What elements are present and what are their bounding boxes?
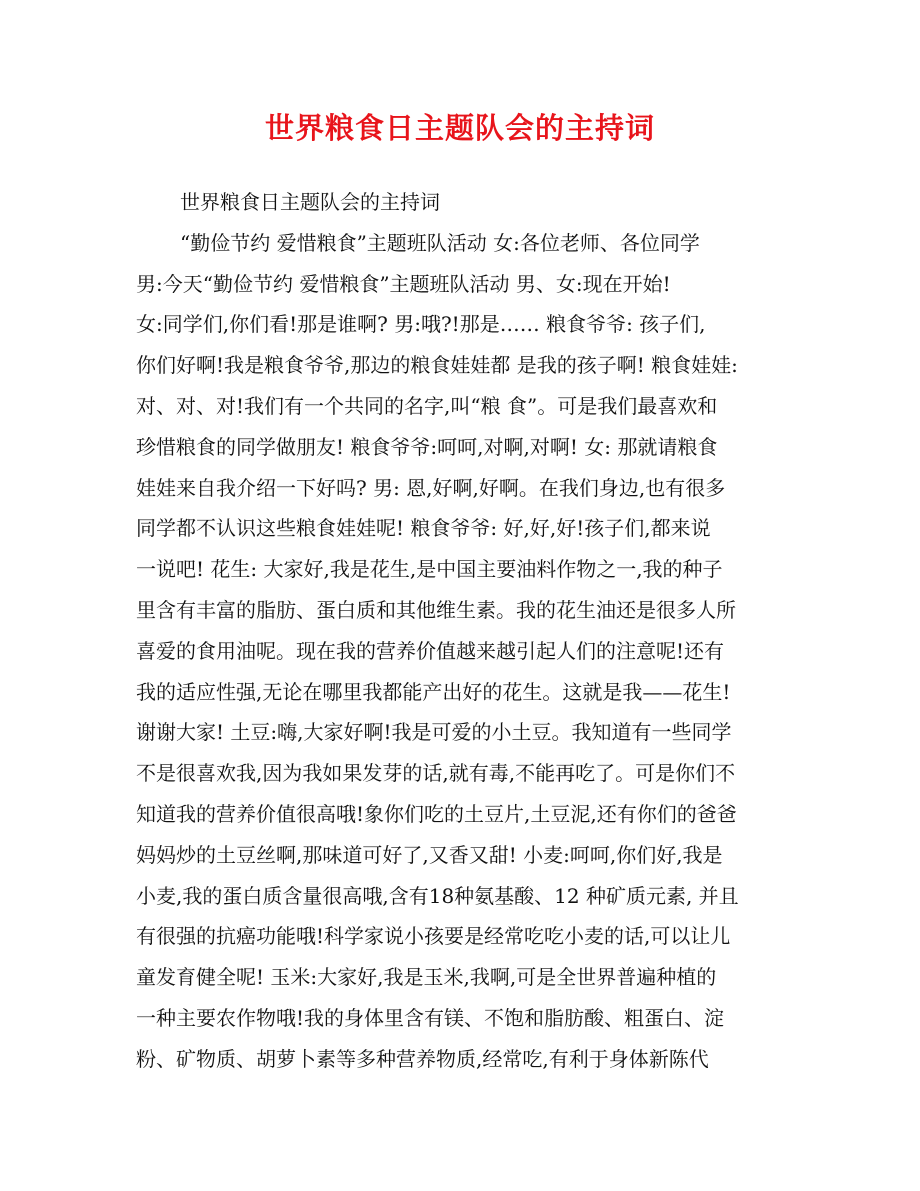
body-line: 你们好啊!我是粮食爷爷,那边的粮食娃娃都 是我的孩子啊! 粮食娃娃: xyxy=(136,353,738,378)
body-line: 里含有丰富的脂肪、蛋白质和其他维生素。我的花生油还是很多人所 xyxy=(136,597,736,622)
body-line: 一种主要农作物哦!我的身体里含有镁、不饱和脂肪酸、粗蛋白、淀 xyxy=(136,1005,725,1030)
body-line: 珍惜粮食的同学做朋友! 粮食爷爷:呵呵,对啊,对啊! 女: 那就请粮食 xyxy=(136,434,718,459)
body-line: 一说吧! 花生: 大家好,我是花生,是中国主要油料作物之一,我的种子 xyxy=(136,557,723,582)
body-line: 我的适应性强,无论在哪里我都能产出好的花生。这就是我——花生! xyxy=(136,679,731,704)
body-line: 男:今天“勤俭节约 爱惜粮食”主题班队活动 男、女:现在开始! xyxy=(136,271,671,296)
body-line: 有很强的抗癌功能哦!科学家说小孩要是经常吃吃小麦的话,可以让儿 xyxy=(136,924,731,949)
body-line: 小麦,我的蛋白质含量很高哦,含有18种氨基酸、12 种矿质元素, 并且 xyxy=(136,883,739,908)
body-line: 童发育健全呢! 玉米:大家好,我是玉米,我啊,可是全世界普遍种植的 xyxy=(136,965,717,990)
body-line: 世界粮食日主题队会的主持词 xyxy=(180,190,440,214)
body-line: 粉、矿物质、胡萝卜素等多种营养物质,经常吃,有利于身体新陈代 xyxy=(136,1046,709,1071)
body-line: “勤俭节约 爱惜粮食”主题班队活动 女:各位老师、各位同学 xyxy=(180,230,700,255)
body-line: 知道我的营养价值很高哦!象你们吃的土豆片,土豆泥,还有你们的爸爸 xyxy=(136,801,737,826)
body-line: 女:同学们,你们看!那是谁啊? 男:哦?!那是…… 粮食爷爷: 孩子们, xyxy=(136,312,706,337)
body-line: 妈妈炒的土豆丝啊,那味道可好了,又香又甜! 小麦:呵呵,你们好,我是 xyxy=(136,842,723,867)
body-line: 娃娃来自我介绍一下好吗? 男: 恩,好啊,好啊。在我们身边,也有很多 xyxy=(136,475,726,500)
body-line: 同学都不认识这些粮食娃娃呢! 粮食爷爷: 好,好,好!孩子们,都来说 xyxy=(136,516,711,541)
body-line: 谢谢大家! 土豆:嗨,大家好啊!我是可爱的小土豆。我知道有一些同学 xyxy=(136,720,732,745)
body-line: 喜爱的食用油呢。现在我的营养价值越来越引起人们的注意呢!还有 xyxy=(136,638,725,663)
body-line: 不是很喜欢我,因为我如果发芽的话,就有毒,不能再吃了。可是你们不 xyxy=(136,761,736,786)
document-title: 世界粮食日主题队会的主持词 xyxy=(264,111,655,145)
body-line: 对、对、对!我们有一个共同的名字,叫“粮 食”。可是我们最喜欢和 xyxy=(136,393,718,418)
document-body xyxy=(136,182,816,1080)
